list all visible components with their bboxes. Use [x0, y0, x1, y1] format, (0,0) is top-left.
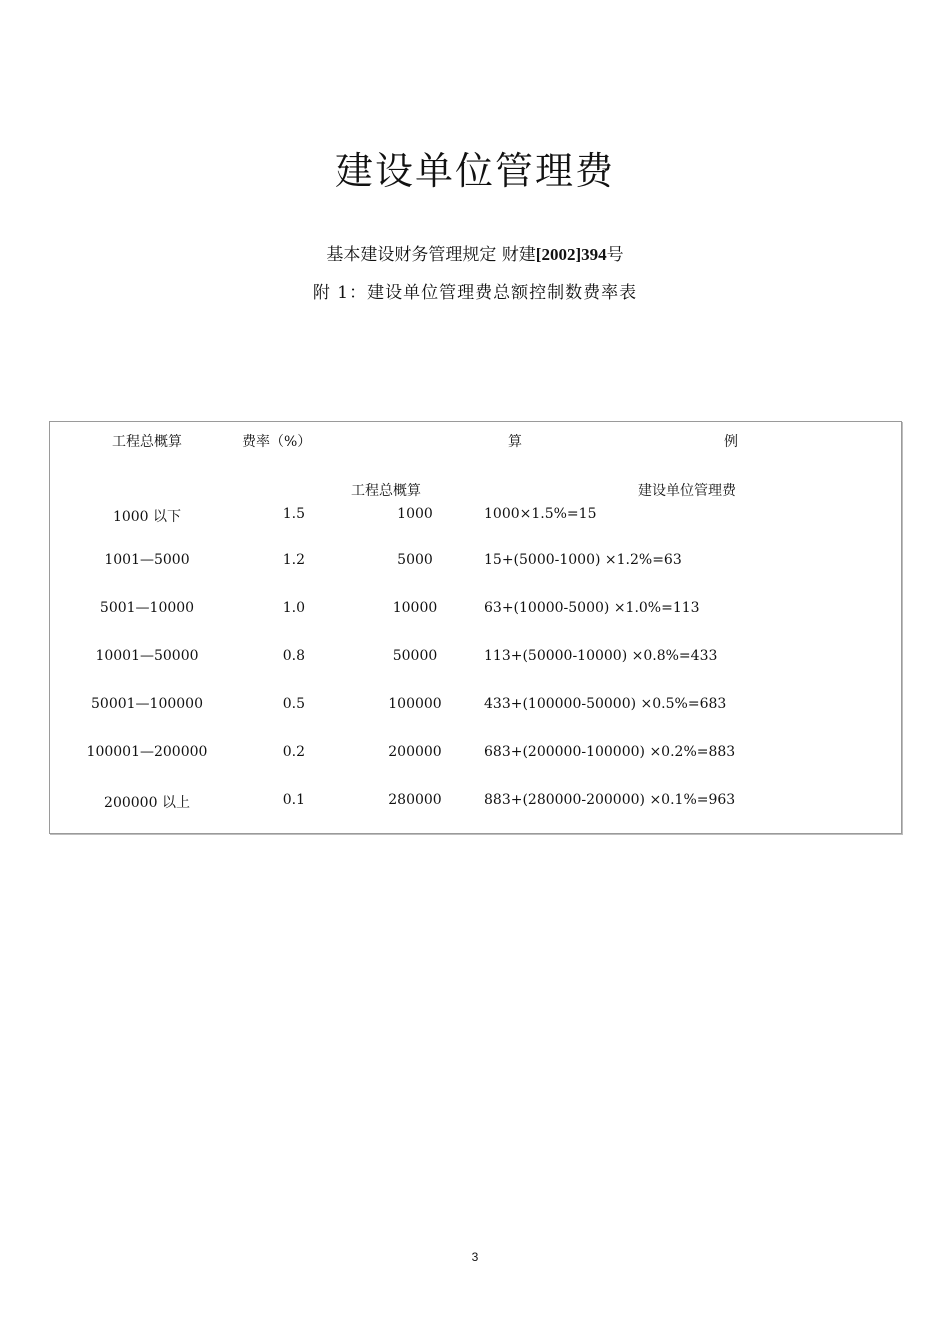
- row-example-formula: 15+(5000-1000) ×1.2%=63: [484, 552, 682, 568]
- row-rate: 1.2: [282, 552, 305, 568]
- row-range: 100001—200000: [86, 744, 208, 760]
- row-rate: 0.8: [282, 648, 305, 664]
- header-rate: 费率（%）: [242, 434, 312, 450]
- row-example-formula: 113+(50000-10000) ×0.8%=433: [484, 648, 718, 664]
- row-range: 200000 以上: [104, 795, 190, 811]
- row-example-budget: 200000: [388, 744, 442, 760]
- regulation-name: 基本建设财务管理规定 财建: [326, 245, 536, 265]
- row-rate: 1.5: [282, 506, 305, 522]
- row-range: 1000 以下: [112, 509, 182, 525]
- header-example-right: 例: [724, 434, 738, 450]
- row-example-formula: 683+(200000-100000) ×0.2%=883: [484, 744, 736, 760]
- page-number: 3: [471, 1250, 479, 1264]
- row-range: 1001—5000: [104, 552, 190, 568]
- header-example-budget: 工程总概算: [351, 483, 421, 499]
- row-example-formula: 883+(280000-200000) ×0.1%=963: [484, 792, 736, 808]
- annex-title: 附 1：建设单位管理费总额控制数费率表: [312, 283, 638, 303]
- row-range: 10001—50000: [95, 648, 199, 664]
- row-example-budget: 100000: [388, 696, 442, 712]
- fee-rate-table: [49, 421, 902, 834]
- row-example-budget: 10000: [392, 600, 438, 616]
- row-rate: 0.1: [282, 792, 305, 808]
- row-example-formula: 433+(100000-50000) ×0.5%=683: [484, 696, 727, 712]
- header-example-left: 算: [508, 434, 522, 450]
- row-rate: 0.5: [282, 696, 305, 712]
- row-rate: 0.2: [282, 744, 305, 760]
- row-example-formula: 1000×1.5%=15: [484, 506, 597, 522]
- row-example-budget: 50000: [392, 648, 438, 664]
- row-range: 5001—10000: [99, 600, 195, 616]
- row-example-budget: 280000: [388, 792, 442, 808]
- regulation-code: [2002]394: [535, 245, 607, 264]
- row-example-budget: 1000: [397, 506, 433, 522]
- regulation-suffix: 号: [606, 245, 624, 265]
- row-rate: 1.0: [282, 600, 305, 616]
- row-example-formula: 63+(10000-5000) ×1.0%=113: [484, 600, 700, 616]
- header-total-budget: 工程总概算: [112, 434, 182, 450]
- row-example-budget: 5000: [397, 552, 433, 568]
- page-title: 建设单位管理费: [334, 149, 615, 193]
- row-range: 50001—100000: [91, 696, 203, 712]
- regulation-reference: [0, 240, 950, 265]
- header-example-fee: 建设单位管理费: [638, 483, 736, 499]
